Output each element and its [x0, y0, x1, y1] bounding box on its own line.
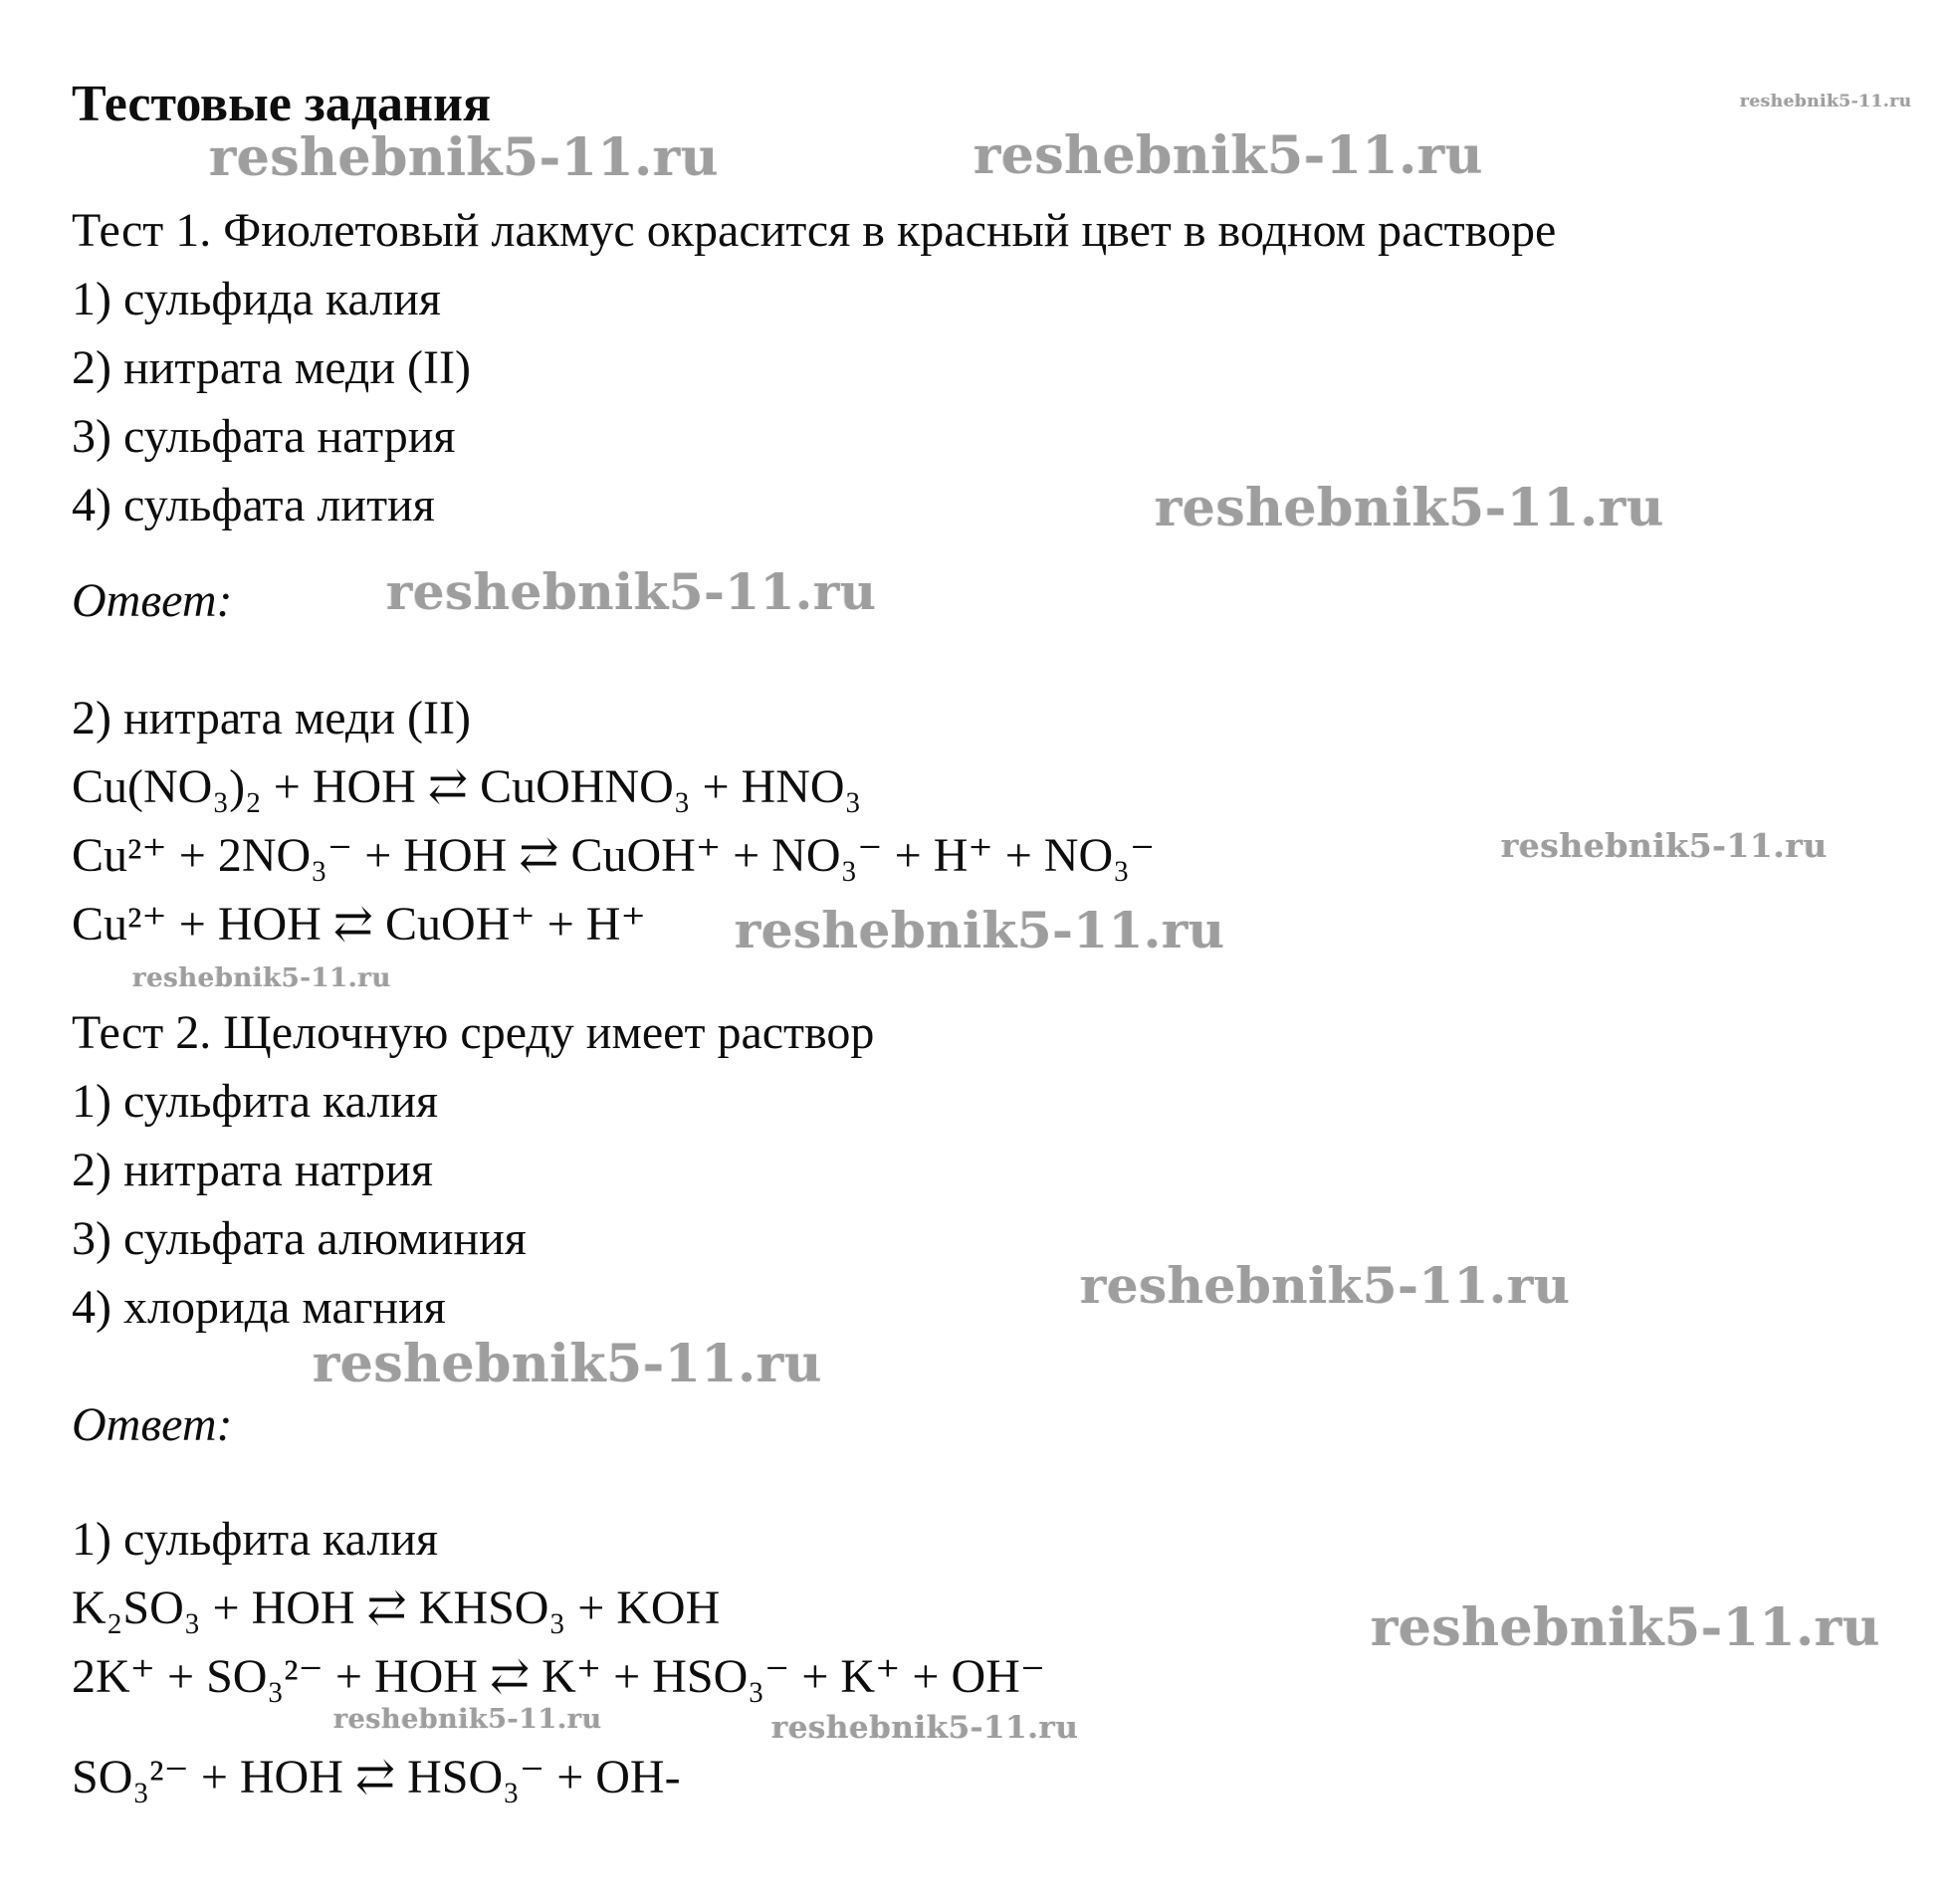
page-title: Тестовые задания — [72, 76, 492, 132]
test2-option-1: 1) сульфита калия — [72, 1075, 439, 1128]
watermark: reshebnik5-11.ru — [1371, 1597, 1881, 1658]
test2-equation-molecular: K₂SO₃ + HOH ⇄ KHSO₃ + KOH — [72, 1582, 721, 1634]
test2-answer: 1) сульфита калия — [72, 1513, 439, 1566]
test2-question: Тест 2. Щелочную среду имеет раствор — [72, 1006, 875, 1059]
watermark: reshebnik5-11.ru — [209, 127, 720, 188]
watermark: reshebnik5-11.ru — [386, 562, 877, 621]
watermark: reshebnik5-11.ru — [1080, 1256, 1571, 1315]
test2-equation-full-ionic: 2K⁺ + SO₃²⁻ + HOH ⇄ K⁺ + HSO₃⁻ + K⁺ + OH⁻ — [72, 1650, 1046, 1703]
test1-answer: 2) нитрата меди (II) — [72, 692, 471, 744]
watermark: reshebnik5-11.ru — [1740, 92, 1912, 111]
test1-option-1: 1) сульфида калия — [72, 273, 441, 325]
test1-answer-label: Ответ: — [72, 574, 233, 627]
test1-equation-net-ionic: Cu²⁺ + HOH ⇄ CuOH⁺ + H⁺ — [72, 898, 646, 951]
test2-equation-net-ionic: SO₃²⁻ + HOH ⇄ HSO₃⁻ + OH- — [72, 1751, 681, 1803]
test1-option-4: 4) сульфата лития — [72, 479, 435, 531]
watermark: reshebnik5-11.ru — [132, 963, 392, 993]
test2-answer-label: Ответ: — [72, 1398, 233, 1451]
watermark: reshebnik5-11.ru — [333, 1704, 602, 1735]
watermark: reshebnik5-11.ru — [974, 125, 1484, 186]
test2-option-4: 4) хлорида магния — [72, 1281, 446, 1334]
watermark: reshebnik5-11.ru — [313, 1334, 823, 1394]
test1-question: Тест 1. Фиолетовый лакмус окрасится в красный цвет в водном растворе — [72, 204, 1557, 257]
test1-equation-molecular: Cu(NO₃)₂ + HOH ⇄ CuOHNO₃ + HNO₃ — [72, 760, 862, 813]
test2-option-3: 3) сульфата алюминия — [72, 1212, 527, 1265]
watermark: reshebnik5-11.ru — [735, 901, 1225, 959]
watermark: reshebnik5-11.ru — [1155, 478, 1665, 538]
test2-option-2: 2) нитрата натрия — [72, 1144, 433, 1196]
test1-equation-full-ionic: Cu²⁺ + 2NO₃⁻ + HOH ⇄ CuOH⁺ + NO₃⁻ + H⁺ + NO₃⁻ — [72, 829, 1156, 882]
test1-option-2: 2) нитрата меди (II) — [72, 341, 471, 394]
watermark: reshebnik5-11.ru — [1501, 826, 1828, 865]
test1-option-3: 3) сульфата натрия — [72, 410, 456, 463]
watermark: reshebnik5-11.ru — [771, 1710, 1079, 1746]
